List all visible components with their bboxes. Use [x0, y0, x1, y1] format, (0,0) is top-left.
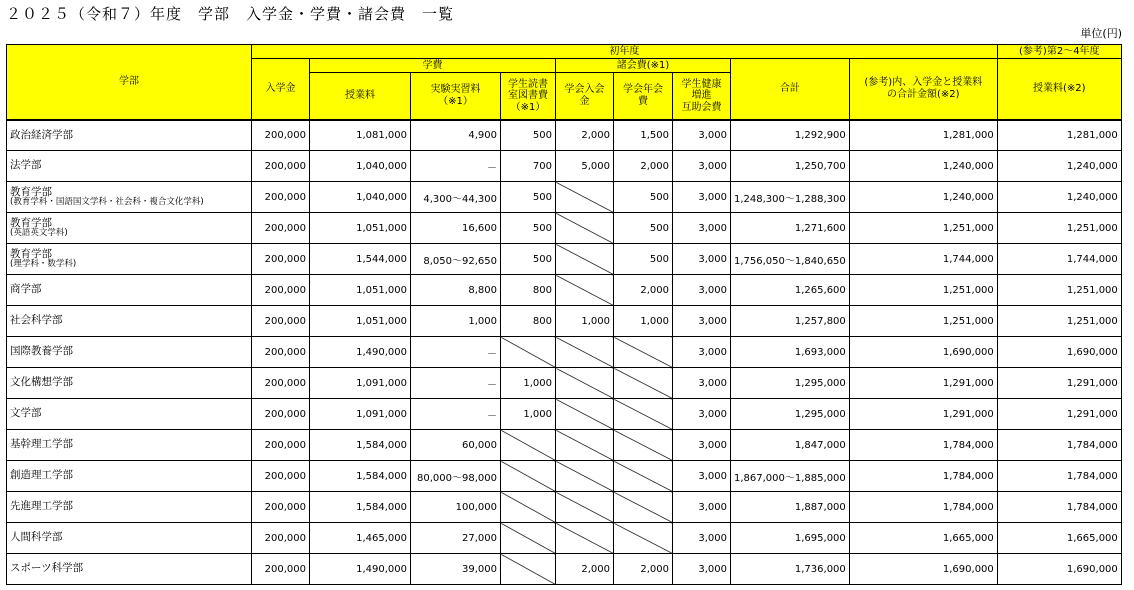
header-ref-sum: (参考)内、入学金と授業料 の合計金額(※2) [849, 59, 997, 120]
tuition-cell: 1,544,000 [310, 244, 411, 275]
not-applicable-cell [614, 461, 673, 492]
table-row [7, 337, 1122, 368]
lab-cell: － [411, 368, 501, 399]
total-cell: 1,867,000～1,885,000 [731, 461, 850, 492]
not-applicable-cell [556, 492, 614, 523]
lab-cell: 4,900 [411, 120, 501, 151]
total-cell: 1,736,000 [731, 554, 850, 585]
tuition-cell: 1,051,000 [310, 306, 411, 337]
lab-cell: 100,000 [411, 492, 501, 523]
header-reading-room: 学生読書 室図書費 （※1） [501, 73, 556, 120]
total-cell: 1,250,700 [731, 151, 850, 182]
not-applicable-cell [556, 399, 614, 430]
health-cell: 3,000 [673, 430, 731, 461]
reading-cell: 500 [501, 120, 556, 151]
header-tuition-group: 学費 [310, 59, 556, 73]
tuition-cell: 1,081,000 [310, 120, 411, 151]
ref-cell: 1,665,000 [849, 523, 997, 554]
header-union-annual: 学会年会 費 [614, 73, 673, 120]
union-adm-cell: 5,000 [556, 151, 614, 182]
table-row [7, 492, 1122, 523]
not-applicable-cell [501, 461, 556, 492]
total-cell: 1,257,800 [731, 306, 850, 337]
later-cell: 1,291,000 [997, 368, 1121, 399]
not-applicable-cell [614, 523, 673, 554]
total-cell: 1,265,600 [731, 275, 850, 306]
total-cell: 1,295,000 [731, 368, 850, 399]
not-applicable-cell [556, 368, 614, 399]
admission-cell: 200,000 [252, 430, 310, 461]
ref-cell: 1,291,000 [849, 368, 997, 399]
ref-cell: 1,251,000 [849, 306, 997, 337]
health-cell: 3,000 [673, 182, 731, 213]
ref-cell: 1,784,000 [849, 430, 997, 461]
health-cell: 3,000 [673, 306, 731, 337]
faculty-cell [7, 337, 252, 368]
faculty-cell [7, 182, 252, 213]
tuition-cell: 1,051,000 [310, 213, 411, 244]
faculty-cell [7, 430, 252, 461]
faculty-name: 文学部 [10, 407, 42, 420]
admission-cell: 200,000 [252, 337, 310, 368]
faculty-name: 文化構想学部 [10, 376, 73, 389]
faculty-cell [7, 213, 252, 244]
union-adm-cell: 1,000 [556, 306, 614, 337]
not-applicable-cell [501, 430, 556, 461]
tuition-cell: 1,584,000 [310, 430, 411, 461]
health-cell: 3,000 [673, 368, 731, 399]
not-applicable-cell [556, 244, 614, 275]
faculty-name: 創造理工学部 [10, 469, 73, 482]
header-misc-group: 諸会費(※1) [556, 59, 731, 73]
table-row [7, 213, 1122, 244]
tuition-cell: 1,490,000 [310, 337, 411, 368]
union-ann-cell: 2,000 [614, 275, 673, 306]
lab-cell: 60,000 [411, 430, 501, 461]
admission-cell: 200,000 [252, 244, 310, 275]
tuition-cell: 1,040,000 [310, 151, 411, 182]
lab-cell: 1,000 [411, 306, 501, 337]
reading-cell: 700 [501, 151, 556, 182]
faculty-name: 教育学部 [10, 217, 52, 230]
ref-cell: 1,744,000 [849, 244, 997, 275]
faculty-cell [7, 244, 252, 275]
admission-cell: 200,000 [252, 306, 310, 337]
header-tuition: 授業料 [310, 73, 411, 120]
union-ann-cell: 2,000 [614, 151, 673, 182]
admission-cell: 200,000 [252, 120, 310, 151]
admission-cell: 200,000 [252, 554, 310, 585]
fee-table [6, 44, 1122, 585]
lab-cell: 16,600 [411, 213, 501, 244]
health-cell: 3,000 [673, 275, 731, 306]
later-cell: 1,665,000 [997, 523, 1121, 554]
admission-cell: 200,000 [252, 461, 310, 492]
admission-cell: 200,000 [252, 213, 310, 244]
lab-cell: 39,000 [411, 554, 501, 585]
reading-cell: 500 [501, 244, 556, 275]
header-later-years: (参考)第2～4年度 [997, 45, 1121, 59]
not-applicable-cell [556, 337, 614, 368]
admission-cell: 200,000 [252, 492, 310, 523]
total-cell: 1,248,300～1,288,300 [731, 182, 850, 213]
header-lab-fee: 実験実習料 （※1） [411, 73, 501, 120]
lab-cell: － [411, 399, 501, 430]
admission-cell: 200,000 [252, 523, 310, 554]
total-cell: 1,693,000 [731, 337, 850, 368]
table-row [7, 461, 1122, 492]
table-row [7, 151, 1122, 182]
tuition-cell: 1,490,000 [310, 554, 411, 585]
table-row [7, 244, 1122, 275]
faculty-name: 社会科学部 [10, 314, 63, 327]
faculty-cell [7, 461, 252, 492]
not-applicable-cell [556, 213, 614, 244]
faculty-name: 商学部 [10, 283, 42, 296]
tuition-cell: 1,584,000 [310, 461, 411, 492]
lab-cell: － [411, 337, 501, 368]
health-cell: 3,000 [673, 523, 731, 554]
reading-cell: 1,000 [501, 368, 556, 399]
health-cell: 3,000 [673, 120, 731, 151]
ref-cell: 1,690,000 [849, 337, 997, 368]
header-health-fund: 学生健康 増進 互助会費 [673, 73, 731, 120]
tuition-cell: 1,091,000 [310, 399, 411, 430]
faculty-name: 人間科学部 [10, 531, 63, 544]
not-applicable-cell [501, 492, 556, 523]
later-cell: 1,240,000 [997, 182, 1121, 213]
not-applicable-cell [556, 461, 614, 492]
total-cell: 1,847,000 [731, 430, 850, 461]
faculty-subtitle: (理学科・数学科) [10, 259, 77, 270]
later-cell: 1,784,000 [997, 430, 1121, 461]
reading-cell: 500 [501, 182, 556, 213]
faculty-cell [7, 399, 252, 430]
later-cell: 1,240,000 [997, 151, 1121, 182]
reading-cell: 1,000 [501, 399, 556, 430]
reading-cell: 800 [501, 306, 556, 337]
total-cell: 1,271,600 [731, 213, 850, 244]
table-row [7, 399, 1122, 430]
total-cell: 1,756,050～1,840,650 [731, 244, 850, 275]
faculty-subtitle: (教育学科・国語国文学科・社会科・複合文化学科) [10, 197, 204, 208]
later-cell: 1,744,000 [997, 244, 1121, 275]
health-cell: 3,000 [673, 151, 731, 182]
union-ann-cell: 2,000 [614, 554, 673, 585]
ref-cell: 1,784,000 [849, 461, 997, 492]
health-cell: 3,000 [673, 554, 731, 585]
faculty-cell [7, 523, 252, 554]
not-applicable-cell [556, 430, 614, 461]
health-cell: 3,000 [673, 461, 731, 492]
tuition-cell: 1,584,000 [310, 492, 411, 523]
faculty-name: 教育学部 [10, 248, 52, 261]
lab-cell: 27,000 [411, 523, 501, 554]
ref-cell: 1,690,000 [849, 554, 997, 585]
not-applicable-cell [556, 275, 614, 306]
faculty-name: 基幹理工学部 [10, 438, 73, 451]
later-cell: 1,251,000 [997, 275, 1121, 306]
union-ann-cell: 500 [614, 244, 673, 275]
table-row [7, 275, 1122, 306]
faculty-cell [7, 275, 252, 306]
table-row [7, 523, 1122, 554]
ref-cell: 1,251,000 [849, 275, 997, 306]
table-row [7, 306, 1122, 337]
total-cell: 1,695,000 [731, 523, 850, 554]
tuition-cell: 1,051,000 [310, 275, 411, 306]
not-applicable-cell [614, 368, 673, 399]
lab-cell: － [411, 151, 501, 182]
header-faculty: 学部 [7, 45, 252, 120]
health-cell: 3,000 [673, 399, 731, 430]
reading-cell: 800 [501, 275, 556, 306]
health-cell: 3,000 [673, 213, 731, 244]
union-adm-cell: 2,000 [556, 554, 614, 585]
not-applicable-cell [501, 554, 556, 585]
table-row [7, 368, 1122, 399]
union-ann-cell: 1,000 [614, 306, 673, 337]
not-applicable-cell [501, 523, 556, 554]
admission-cell: 200,000 [252, 182, 310, 213]
ref-cell: 1,240,000 [849, 151, 997, 182]
header-union-admission: 学会入会 金 [556, 73, 614, 120]
table-row [7, 430, 1122, 461]
page-title: ２０２５（令和７）年度 学部 入学金・学費・諸会費 一覧 [6, 5, 455, 23]
total-cell: 1,887,000 [731, 492, 850, 523]
later-cell: 1,291,000 [997, 399, 1121, 430]
ref-cell: 1,784,000 [849, 492, 997, 523]
not-applicable-cell [614, 399, 673, 430]
not-applicable-cell [614, 337, 673, 368]
ref-cell: 1,251,000 [849, 213, 997, 244]
faculty-cell [7, 151, 252, 182]
lab-cell: 8,050～92,650 [411, 244, 501, 275]
later-cell: 1,784,000 [997, 461, 1121, 492]
faculty-cell [7, 368, 252, 399]
faculty-name: 教育学部 [10, 186, 52, 199]
admission-cell: 200,000 [252, 368, 310, 399]
lab-cell: 80,000～98,000 [411, 461, 501, 492]
faculty-name: 法学部 [10, 159, 42, 172]
tuition-cell: 1,465,000 [310, 523, 411, 554]
table-row [7, 182, 1122, 213]
health-cell: 3,000 [673, 337, 731, 368]
ref-cell: 1,281,000 [849, 120, 997, 151]
not-applicable-cell [614, 492, 673, 523]
health-cell: 3,000 [673, 244, 731, 275]
later-cell: 1,690,000 [997, 337, 1121, 368]
faculty-name: スポーツ科学部 [10, 562, 84, 575]
header-first-year: 初年度 [252, 45, 998, 59]
not-applicable-cell [556, 523, 614, 554]
later-cell: 1,281,000 [997, 120, 1121, 151]
ref-cell: 1,240,000 [849, 182, 997, 213]
faculty-name: 政治経済学部 [10, 128, 73, 141]
reading-cell: 500 [501, 213, 556, 244]
faculty-subtitle: (英語英文学科) [10, 228, 68, 239]
later-cell: 1,784,000 [997, 492, 1121, 523]
admission-cell: 200,000 [252, 399, 310, 430]
admission-cell: 200,000 [252, 151, 310, 182]
later-cell: 1,690,000 [997, 554, 1121, 585]
not-applicable-cell [556, 182, 614, 213]
health-cell: 3,000 [673, 492, 731, 523]
tuition-cell: 1,040,000 [310, 182, 411, 213]
faculty-name: 国際教養学部 [10, 345, 73, 358]
table-row [7, 120, 1122, 151]
union-adm-cell: 2,000 [556, 120, 614, 151]
union-ann-cell: 500 [614, 182, 673, 213]
faculty-cell [7, 492, 252, 523]
header-admission: 入学金 [252, 59, 310, 120]
ref-cell: 1,291,000 [849, 399, 997, 430]
lab-cell: 4,300～44,300 [411, 182, 501, 213]
table-row [7, 554, 1122, 585]
faculty-name: 先進理工学部 [10, 500, 73, 513]
header-later-tuition: 授業料(※2) [997, 59, 1121, 120]
union-ann-cell: 500 [614, 213, 673, 244]
later-cell: 1,251,000 [997, 213, 1121, 244]
total-cell: 1,295,000 [731, 399, 850, 430]
faculty-cell [7, 306, 252, 337]
total-cell: 1,292,900 [731, 120, 850, 151]
faculty-cell [7, 120, 252, 151]
not-applicable-cell [614, 430, 673, 461]
later-cell: 1,251,000 [997, 306, 1121, 337]
tuition-cell: 1,091,000 [310, 368, 411, 399]
not-applicable-cell [501, 337, 556, 368]
header-total: 合計 [731, 59, 850, 120]
admission-cell: 200,000 [252, 275, 310, 306]
union-ann-cell: 1,500 [614, 120, 673, 151]
unit-label: 単位(円) [1080, 27, 1122, 40]
faculty-cell [7, 554, 252, 585]
lab-cell: 8,800 [411, 275, 501, 306]
